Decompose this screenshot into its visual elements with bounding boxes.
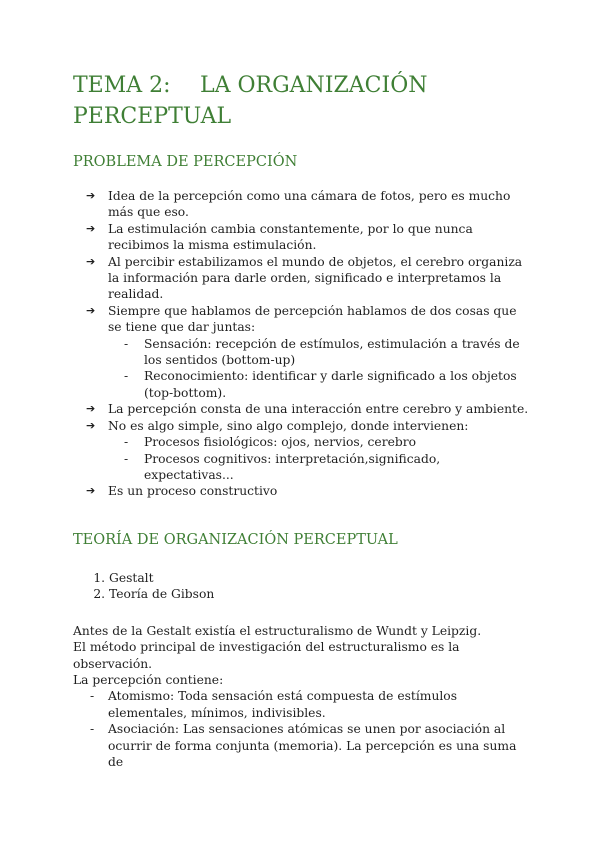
list-item xyxy=(86,254,533,303)
sub-list-item-text: Procesos cognitivos: interpretación,significado, expectativas... xyxy=(144,451,441,482)
dash-list-item-text: Atomismo: Toda sensación está compuesta de estímulos elementales, mínimos, indivisibles. xyxy=(108,689,458,720)
arrow-bullet-icon: ➔ xyxy=(86,189,96,202)
list-item xyxy=(86,483,533,499)
arrow-list xyxy=(73,188,533,500)
list-item-text: Idea de la percepción como una cámara de fotos, pero es mucho más que eso. xyxy=(108,189,511,220)
section-heading-problema: PROBLEMA DE PERCEPCIÓN xyxy=(73,154,298,170)
list-item xyxy=(86,188,533,221)
sub-list-item xyxy=(124,368,533,401)
list-item-text: Al percibir estabilizamos el mundo de objetos, el cerebro organiza la información para darle orden, significado e interpretamos la realidad. xyxy=(108,254,523,302)
title-text-line1: LA ORGANIZACIÓN xyxy=(200,73,428,98)
dash-bullet: - xyxy=(124,435,129,450)
body-paragraphs xyxy=(73,623,533,771)
list-item xyxy=(86,418,533,484)
title-text-line2: PERCEPTUAL xyxy=(73,104,232,129)
arrow-bullet-icon: ➔ xyxy=(86,418,96,432)
numbered-item: 1. Gestalt xyxy=(109,570,533,586)
list-item xyxy=(86,401,533,417)
sub-list-item xyxy=(124,434,533,450)
arrow-bullet-icon: ➔ xyxy=(86,484,96,498)
sub-list xyxy=(108,434,533,483)
dash-list-item xyxy=(90,688,533,721)
dash-list xyxy=(73,688,533,770)
dash-list-item xyxy=(90,721,533,770)
page-title xyxy=(73,70,533,132)
arrow-bullet-icon: ➔ xyxy=(86,402,96,416)
list-item xyxy=(86,221,533,254)
document-page xyxy=(73,70,533,770)
section-problema xyxy=(73,152,533,500)
dash-bullet: - xyxy=(90,689,95,704)
sub-list xyxy=(108,336,533,402)
paragraph: Antes de la Gestalt existía el estructuralismo de Wundt y Leipzig. xyxy=(73,623,482,638)
sub-list-item-text: Procesos fisiológicos: ojos, nervios, cerebro xyxy=(144,435,417,450)
section-teoria xyxy=(73,530,533,770)
list-item-text: No es algo simple, sino algo complejo, donde intervienen: xyxy=(108,418,469,433)
dash-bullet: - xyxy=(124,451,129,466)
paragraph: El método principal de investigación del estructuralismo es la observación. xyxy=(73,640,460,671)
dash-bullet: - xyxy=(90,722,95,737)
paragraph: La percepción contiene: xyxy=(73,673,224,688)
list-item xyxy=(86,303,533,401)
list-item-text: La percepción consta de una interacción entre cerebro y ambiente. xyxy=(108,402,529,417)
sub-list-item xyxy=(124,451,533,484)
numbered-list xyxy=(73,570,533,603)
sub-list-item-text: Reconocimiento: identificar y darle significado a los objetos (top-bottom). xyxy=(144,369,517,400)
title-number: TEMA 2: xyxy=(73,73,171,98)
section-heading-teoria: TEORÍA DE ORGANIZACIÓN PERCEPTUAL xyxy=(73,532,398,548)
sub-list-item xyxy=(124,336,533,369)
sub-list-item-text: Sensación: recepción de estímulos, estimulación a través de los sentidos (bottom-up) xyxy=(144,336,520,368)
numbered-item: 2. Teoría de Gibson xyxy=(109,586,533,602)
list-item-text: Siempre que hablamos de percepción hablamos de dos cosas que se tiene que dar juntas: xyxy=(108,303,517,335)
arrow-bullet-icon: ➔ xyxy=(86,303,96,317)
list-item-text: Es un proceso constructivo xyxy=(108,484,278,499)
arrow-bullet-icon: ➔ xyxy=(86,254,96,268)
dash-bullet: - xyxy=(124,369,129,384)
dash-list-item-text: Asociación: Las sensaciones atómicas se unen por asociación al ocurrir de forma conjunta (memoria). La percepción es una suma de xyxy=(108,722,517,770)
arrow-bullet-icon: ➔ xyxy=(86,221,96,235)
dash-bullet: - xyxy=(124,336,129,351)
list-item-text: La estimulación cambia constantemente, por lo que nunca recibimos la misma estimulación. xyxy=(108,221,473,253)
